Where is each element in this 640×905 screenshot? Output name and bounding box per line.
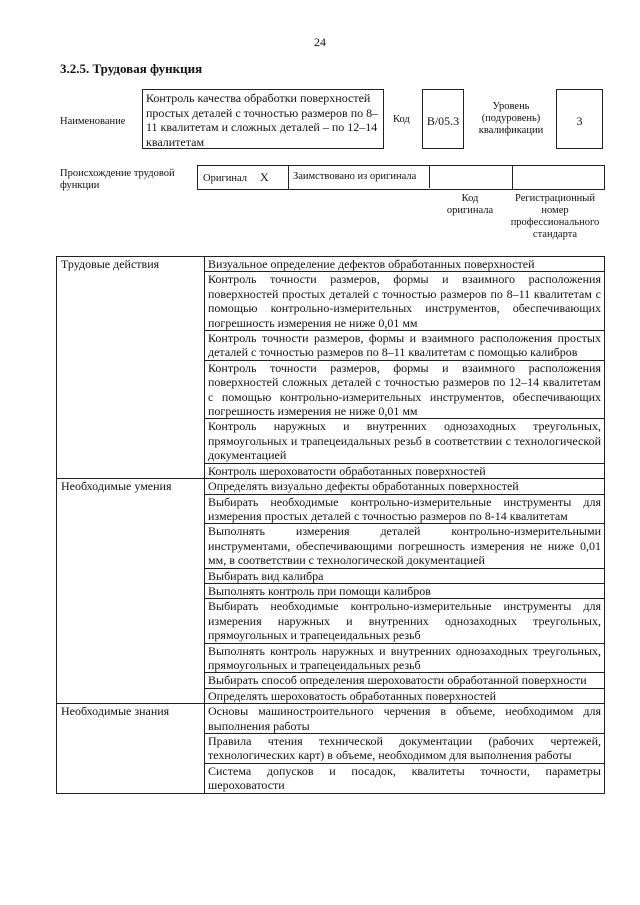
page-number: 24 [314, 35, 326, 49]
origin-divider [512, 166, 513, 189]
section-row-text: Основы машиностроительного черчения в объеме, необходимом для выполнения работы [205, 704, 605, 734]
table-row [57, 257, 605, 272]
table-row [57, 704, 605, 734]
reg-number-caption: Регистрационный номер профессионального стандарта [510, 193, 600, 240]
section-category: Необходимые умения [57, 479, 205, 704]
original-cell [198, 166, 289, 189]
origin-label: Происхождение трудовой функции [60, 168, 175, 191]
code-value-box: В/05.3 [422, 89, 464, 149]
labor-function-table [56, 256, 605, 794]
section-row-text: Выполнять контроль наружных и внутренних однозаходных треугольных, прямоугольных и трапецеидальных резьб [205, 643, 605, 673]
section-row-text: Контроль точности размеров, формы и взаимного расположения простых деталей с точностью размеров по 8–11 квалитетам с помощью калибров [205, 331, 605, 361]
name-label: Наименование [60, 116, 126, 127]
section-row-text: Выбирать способ определения шероховатости обработанной поверхности [205, 673, 605, 688]
section-row-text: Контроль точности размеров, формы и взаимного расположения поверхностей простых деталей с точностью размеров по 8–11 квалитетам с помощью контрольно-измерительных инструментов, обеспечивающих погрешность измерения не ниже 0,01 мм [205, 272, 605, 331]
section-category: Трудовые действия [57, 257, 205, 479]
original-mark: Х [260, 170, 269, 184]
section-row-text: Правила чтения технической документации (рабочих чертежей, технологических карт) в объеме, необходимом для выполнения работы [205, 734, 605, 764]
section-row-text: Выбирать необходимые контрольно-измерительные инструменты для измерения простых деталей с точностью размеров по 8-14 квалитетам [205, 494, 605, 524]
section-row-text: Выполнять измерения деталей контрольно-измерительными инструментами, обеспечивающими погрешность измерения не ниже 0,01 мм, в соответствии с технологической документацией [205, 524, 605, 568]
section-row-text: Визуальное определение дефектов обработанных поверхностей [205, 257, 605, 272]
table-row [57, 479, 605, 494]
borrowed-label: Заимствовано из оригинала [288, 165, 430, 188]
code-label: Код [393, 114, 410, 125]
section-row-text: Выбирать вид калибра [205, 568, 605, 583]
function-name-box: Контроль качества обработки поверхностей простых деталей с точностью размеров по 8–11 квалитетам и сложных деталей – по 12–14 квалитетам [142, 89, 384, 149]
level-value-box: 3 [556, 89, 603, 149]
section-row-text: Определять шероховатость обработанных поверхностей [205, 688, 605, 703]
level-label: Уровень (подуровень) квалификации [478, 101, 544, 136]
section-row-text: Выбирать необходимые контрольно-измерительные инструменты для измерения наружных и внутренних однозаходных треугольных, прямоугольных и трапецеидальных резьб [205, 599, 605, 643]
section-row-text: Контроль точности размеров, формы и взаимного расположения поверхностей сложных деталей с точностью размеров по 12–14 квалитетам с помощью контрольно-измерительных инструментов, обеспечивающих погрешность измерения не ниже 0,01 мм [205, 360, 605, 419]
section-row-text: Система допусков и посадок, квалитеты точности, параметры шероховатости [205, 763, 605, 793]
original-label: Оригинал [203, 173, 247, 184]
section-row-text: Выполнять контроль при помощи калибров [205, 583, 605, 598]
section-category: Необходимые знания [57, 704, 205, 793]
section-row-text: Контроль шероховатости обработанных поверхностей [205, 463, 605, 478]
section-title: 3.2.5. Трудовая функция [60, 61, 203, 76]
section-row-text: Определять визуально дефекты обработанных поверхностей [205, 479, 605, 494]
section-row-text: Контроль наружных и внутренних однозаходных треугольных, прямоугольных и трапецеидальных резьб в соответствии с технологической документацией [205, 419, 605, 463]
origin-table [197, 165, 605, 190]
code-original-caption: Код оригинала [446, 193, 494, 216]
